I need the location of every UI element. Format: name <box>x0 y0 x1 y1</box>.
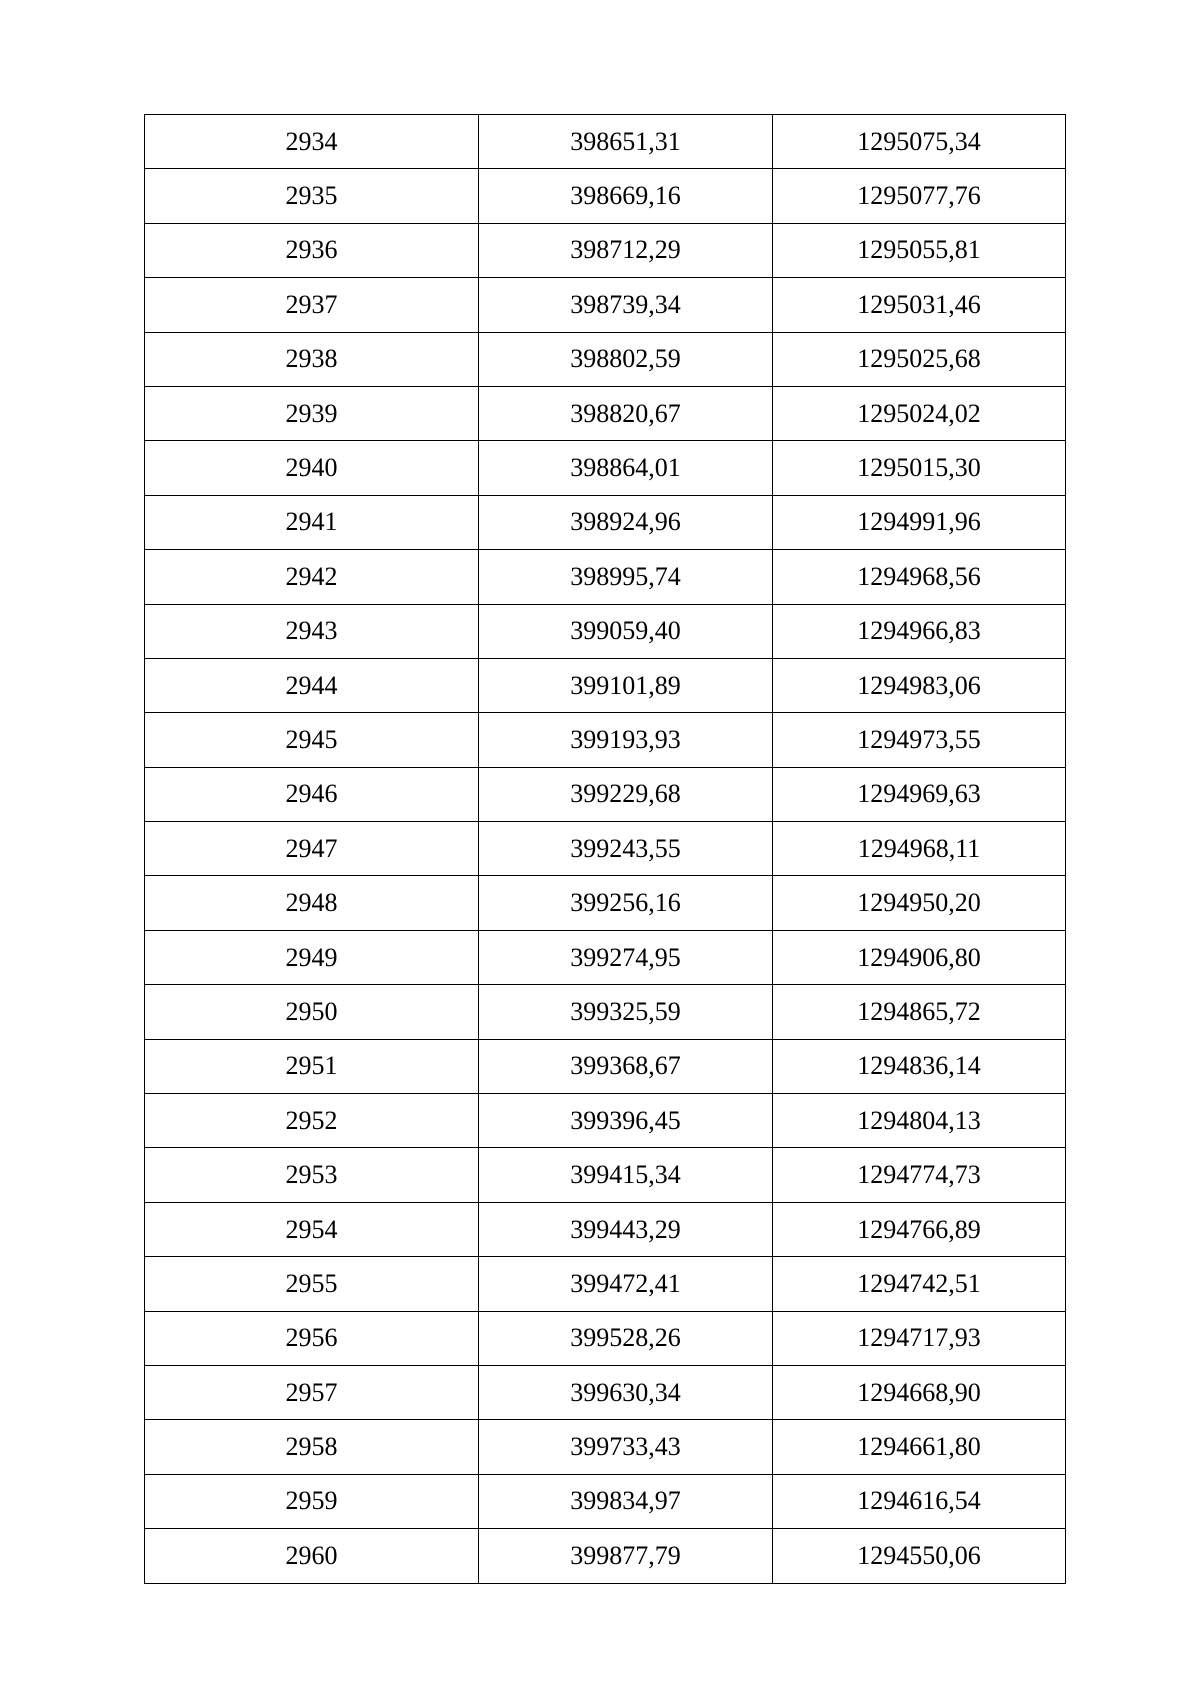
y-coordinate-cell: 1294973,55 <box>773 713 1066 767</box>
x-coordinate-cell: 398995,74 <box>479 550 773 604</box>
table-row <box>145 930 1066 984</box>
point-number-cell: 2937 <box>145 278 479 332</box>
point-number-cell: 2948 <box>145 876 479 930</box>
y-coordinate-cell: 1294968,11 <box>773 822 1066 876</box>
table-row <box>145 876 1066 930</box>
x-coordinate-cell: 399243,55 <box>479 822 773 876</box>
table-row <box>145 1257 1066 1311</box>
table-row <box>145 332 1066 386</box>
x-coordinate-cell: 399256,16 <box>479 876 773 930</box>
y-coordinate-cell: 1294968,56 <box>773 550 1066 604</box>
x-coordinate-cell: 398802,59 <box>479 332 773 386</box>
x-coordinate-cell: 399630,34 <box>479 1365 773 1419</box>
point-number-cell: 2944 <box>145 658 479 712</box>
point-number-cell: 2941 <box>145 495 479 549</box>
x-coordinate-cell: 399229,68 <box>479 767 773 821</box>
x-coordinate-cell: 398864,01 <box>479 441 773 495</box>
x-coordinate-cell: 398651,31 <box>479 115 773 169</box>
table-row <box>145 550 1066 604</box>
x-coordinate-cell: 399877,79 <box>479 1529 773 1583</box>
x-coordinate-cell: 399834,97 <box>479 1474 773 1528</box>
y-coordinate-cell: 1294969,63 <box>773 767 1066 821</box>
x-coordinate-cell: 398820,67 <box>479 386 773 440</box>
point-number-cell: 2934 <box>145 115 479 169</box>
point-number-cell: 2954 <box>145 1202 479 1256</box>
x-coordinate-cell: 399443,29 <box>479 1202 773 1256</box>
point-number-cell: 2940 <box>145 441 479 495</box>
x-coordinate-cell: 399101,89 <box>479 658 773 712</box>
point-number-cell: 2951 <box>145 1039 479 1093</box>
table-row <box>145 495 1066 549</box>
table-row <box>145 223 1066 277</box>
table-row <box>145 1420 1066 1474</box>
point-number-cell: 2957 <box>145 1365 479 1419</box>
table-row <box>145 1529 1066 1583</box>
point-number-cell: 2949 <box>145 930 479 984</box>
y-coordinate-cell: 1294742,51 <box>773 1257 1066 1311</box>
point-number-cell: 2935 <box>145 169 479 223</box>
point-number-cell: 2952 <box>145 1094 479 1148</box>
x-coordinate-cell: 399193,93 <box>479 713 773 767</box>
x-coordinate-cell: 399368,67 <box>479 1039 773 1093</box>
coordinates-table <box>144 114 1066 1584</box>
table-row <box>145 658 1066 712</box>
y-coordinate-cell: 1294991,96 <box>773 495 1066 549</box>
y-coordinate-cell: 1294766,89 <box>773 1202 1066 1256</box>
table-row <box>145 1474 1066 1528</box>
table-row <box>145 1311 1066 1365</box>
y-coordinate-cell: 1294616,54 <box>773 1474 1066 1528</box>
x-coordinate-cell: 399325,59 <box>479 985 773 1039</box>
y-coordinate-cell: 1294950,20 <box>773 876 1066 930</box>
point-number-cell: 2960 <box>145 1529 479 1583</box>
x-coordinate-cell: 398712,29 <box>479 223 773 277</box>
y-coordinate-cell: 1295024,02 <box>773 386 1066 440</box>
point-number-cell: 2959 <box>145 1474 479 1528</box>
point-number-cell: 2956 <box>145 1311 479 1365</box>
table-row <box>145 604 1066 658</box>
table-row <box>145 1148 1066 1202</box>
table-row <box>145 1094 1066 1148</box>
point-number-cell: 2950 <box>145 985 479 1039</box>
y-coordinate-cell: 1295031,46 <box>773 278 1066 332</box>
table-row <box>145 1039 1066 1093</box>
y-coordinate-cell: 1294550,06 <box>773 1529 1066 1583</box>
y-coordinate-cell: 1295077,76 <box>773 169 1066 223</box>
x-coordinate-cell: 399733,43 <box>479 1420 773 1474</box>
point-number-cell: 2945 <box>145 713 479 767</box>
table-row <box>145 1202 1066 1256</box>
x-coordinate-cell: 399415,34 <box>479 1148 773 1202</box>
y-coordinate-cell: 1295015,30 <box>773 441 1066 495</box>
y-coordinate-cell: 1294966,83 <box>773 604 1066 658</box>
x-coordinate-cell: 399274,95 <box>479 930 773 984</box>
table-row <box>145 985 1066 1039</box>
table-row <box>145 115 1066 169</box>
x-coordinate-cell: 399472,41 <box>479 1257 773 1311</box>
point-number-cell: 2947 <box>145 822 479 876</box>
table-row <box>145 822 1066 876</box>
y-coordinate-cell: 1294983,06 <box>773 658 1066 712</box>
point-number-cell: 2958 <box>145 1420 479 1474</box>
table-row <box>145 713 1066 767</box>
point-number-cell: 2936 <box>145 223 479 277</box>
table-row <box>145 386 1066 440</box>
x-coordinate-cell: 398669,16 <box>479 169 773 223</box>
table-row <box>145 767 1066 821</box>
point-number-cell: 2942 <box>145 550 479 604</box>
y-coordinate-cell: 1294804,13 <box>773 1094 1066 1148</box>
y-coordinate-cell: 1294774,73 <box>773 1148 1066 1202</box>
x-coordinate-cell: 399059,40 <box>479 604 773 658</box>
x-coordinate-cell: 398739,34 <box>479 278 773 332</box>
y-coordinate-cell: 1294865,72 <box>773 985 1066 1039</box>
table-row <box>145 278 1066 332</box>
point-number-cell: 2955 <box>145 1257 479 1311</box>
y-coordinate-cell: 1294668,90 <box>773 1365 1066 1419</box>
y-coordinate-cell: 1294906,80 <box>773 930 1066 984</box>
point-number-cell: 2938 <box>145 332 479 386</box>
table-row <box>145 169 1066 223</box>
point-number-cell: 2946 <box>145 767 479 821</box>
y-coordinate-cell: 1294717,93 <box>773 1311 1066 1365</box>
y-coordinate-cell: 1295025,68 <box>773 332 1066 386</box>
y-coordinate-cell: 1294661,80 <box>773 1420 1066 1474</box>
x-coordinate-cell: 398924,96 <box>479 495 773 549</box>
table-row <box>145 1365 1066 1419</box>
table-row <box>145 441 1066 495</box>
point-number-cell: 2939 <box>145 386 479 440</box>
point-number-cell: 2943 <box>145 604 479 658</box>
y-coordinate-cell: 1294836,14 <box>773 1039 1066 1093</box>
point-number-cell: 2953 <box>145 1148 479 1202</box>
x-coordinate-cell: 399528,26 <box>479 1311 773 1365</box>
x-coordinate-cell: 399396,45 <box>479 1094 773 1148</box>
y-coordinate-cell: 1295055,81 <box>773 223 1066 277</box>
y-coordinate-cell: 1295075,34 <box>773 115 1066 169</box>
coordinates-table-body <box>145 115 1066 1584</box>
